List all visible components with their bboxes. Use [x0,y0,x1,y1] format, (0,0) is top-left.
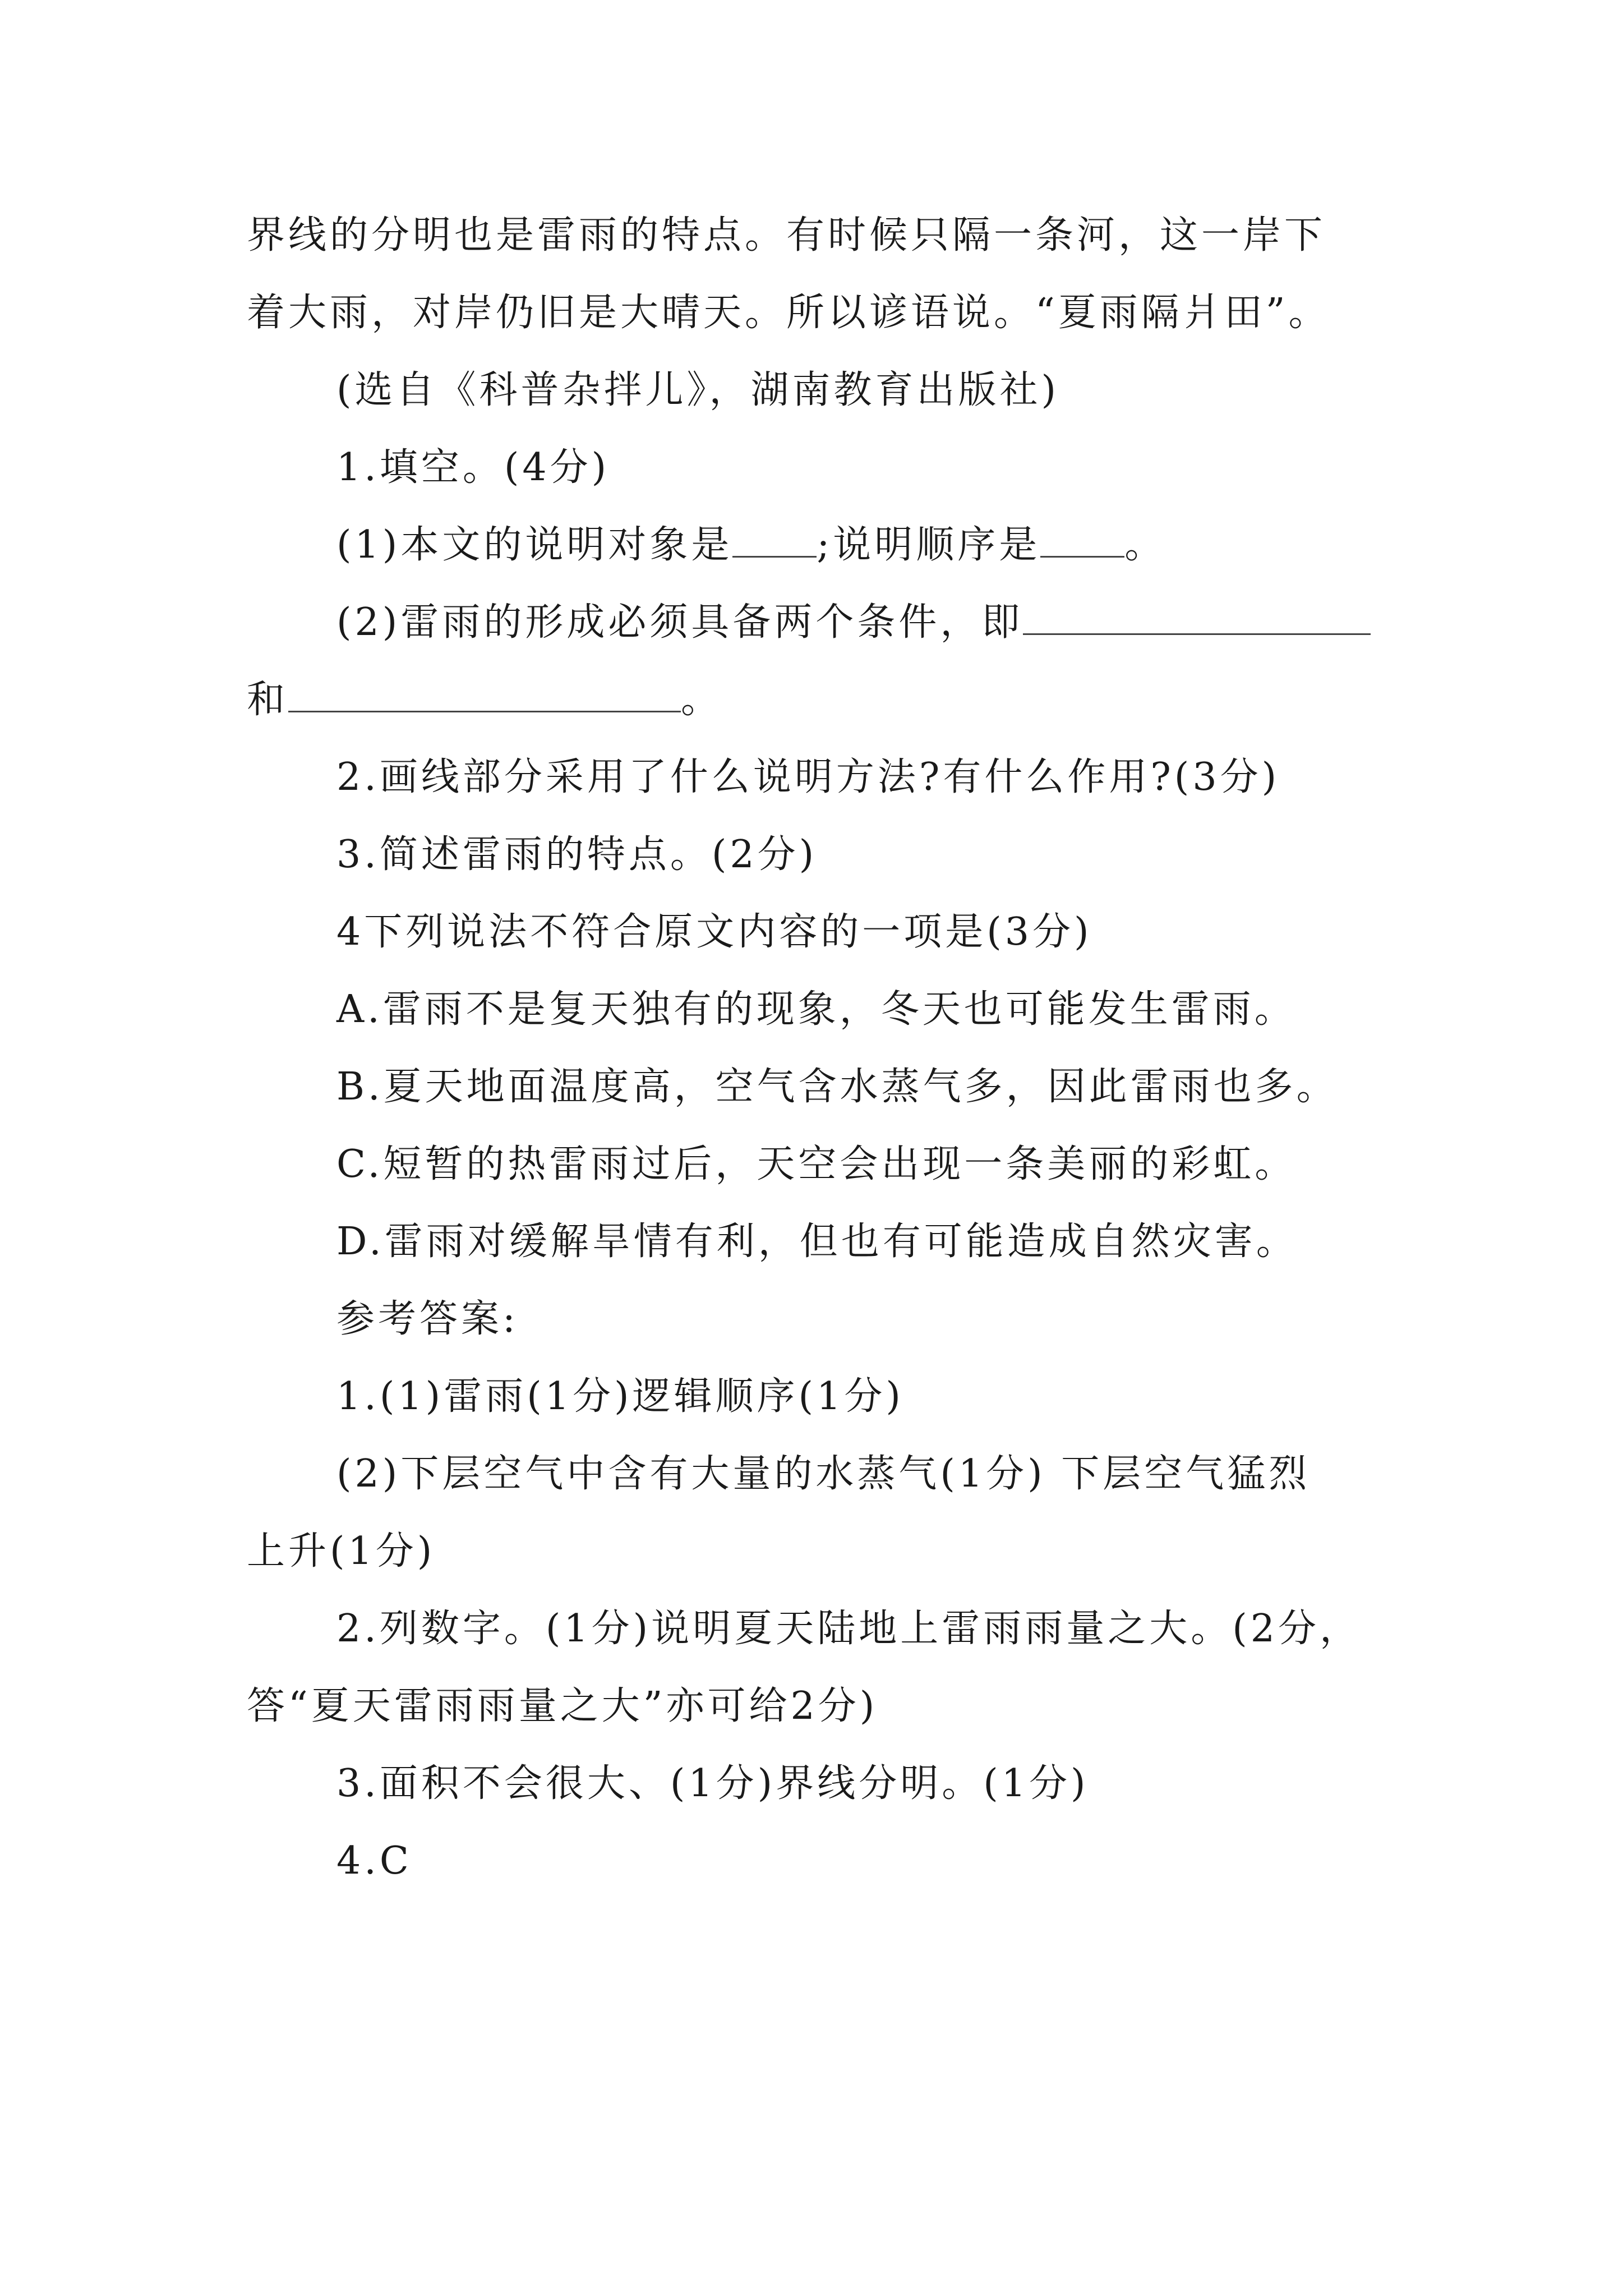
question-1-1-prompt: (1)本文的说明对象是 [336,523,733,567]
question-3: 3.简述雷雨的特点。(2分) [336,832,818,877]
answer-blank [288,677,681,712]
question-4: 4下列说法不符合原文内容的一项是(3分) [336,910,1092,954]
question-1-2-prompt: (2)雷雨的形成必须具备两个条件，即 [336,600,1023,645]
answer-2-line-1: 2.列数字。(1分)说明夏天陆地上雷雨雨量之大。(2分， [336,1607,1361,1651]
answer-blank [1023,600,1371,635]
answer-1-2-line-2: 上升(1分) [247,1529,436,1573]
answer-2-line-2: 答“夏天雷雨雨量之大”亦可给2分) [247,1684,878,1728]
option-a: A.雷雨不是复天独有的现象，冬天也可能发生雷雨。 [336,987,1296,1032]
answer-3: 3.面积不会很大、(1分)界线分明。(1分) [336,1761,1089,1806]
passage-source: (选自《科普杂拌儿》，湖南教育出版社) [336,368,1060,412]
question-1-1-end: 。 [1124,523,1166,567]
question-1-2-end: 。 [681,678,723,722]
question-1-2 [336,597,1371,648]
answer-1-2-line-1: (2)下层空气中含有大量的水蒸气(1分) 下层空气猛烈 [336,1452,1311,1496]
answers-heading: 参考答案: [336,1297,519,1341]
answer-blank [1040,522,1124,558]
option-c: C.短暂的热雷雨过后，天空会出现一条美丽的彩虹。 [336,1142,1297,1186]
question-1-title: 1.填空。(4分) [336,445,610,490]
answer-blank [732,522,817,558]
passage-line-1: 界线的分明也是雷雨的特点。有时候只隔一条河，这一岸下 [247,213,1326,257]
question-1-2-and: 和 [247,678,289,722]
question-2: 2.画线部分采用了什么说明方法?有什么作用?(3分) [336,755,1280,799]
option-d: D.雷雨对缓解旱情有利，但也有可能造成自然灾害。 [336,1220,1298,1264]
passage-line-2: 着大雨，对岸仍旧是大晴天。所以谚语说。“夏雨隔爿田”。 [247,291,1330,335]
answer-1-1: 1.(1)雷雨(1分)逻辑顺序(1分) [336,1374,904,1419]
answer-4: 4.C [336,1839,412,1883]
question-1-1-prompt-2: ;说明顺序是 [817,523,1041,567]
option-b: B.夏天地面温度高，空气含水蒸气多，因此雷雨也多。 [336,1065,1338,1109]
question-1-1 [336,520,1166,570]
question-1-2-cont [247,675,722,725]
